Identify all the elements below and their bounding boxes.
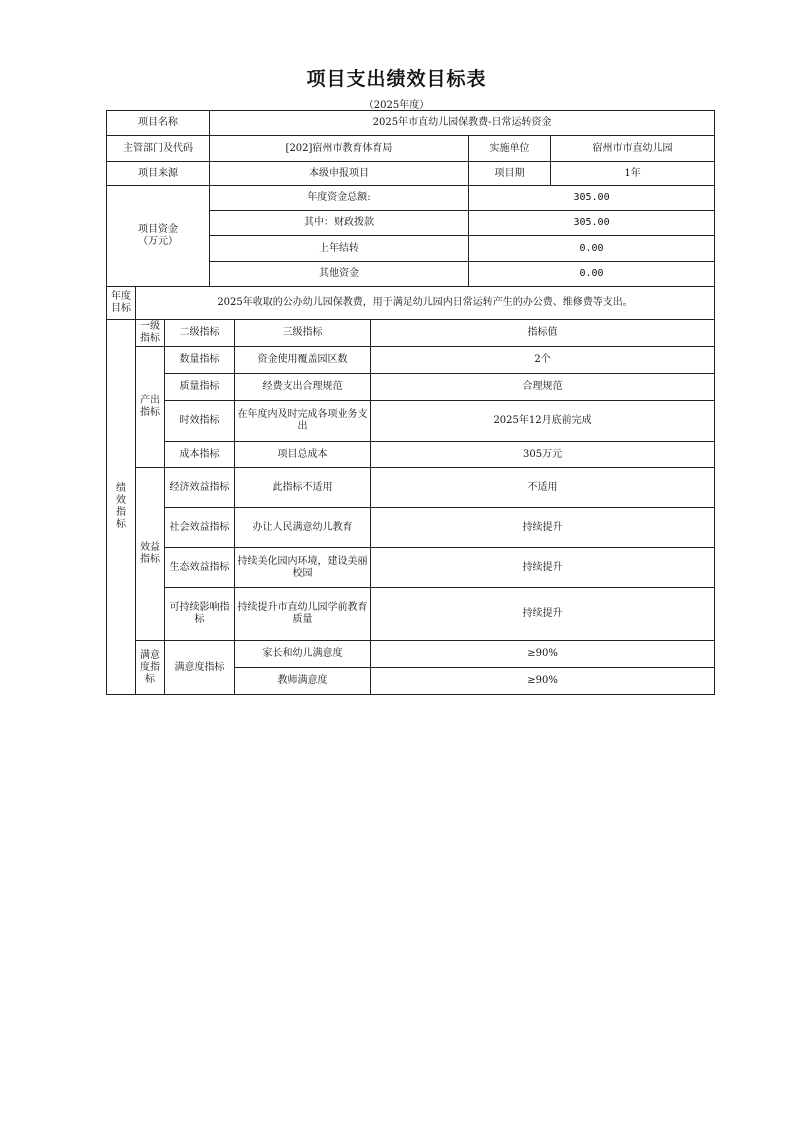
header-level3: 三级指标: [235, 320, 371, 347]
indicators-label-char: 标: [116, 519, 126, 530]
funds-total-label: 年度资金总额:: [210, 186, 469, 211]
indicators-label-char: 绩: [116, 483, 126, 494]
performance-target-table: [106, 110, 715, 695]
row-department: [107, 136, 715, 162]
table-row: [107, 374, 715, 401]
table-row: [107, 347, 715, 374]
table-row: [107, 468, 715, 508]
level3-cell: 持续美化园内环境，建设美丽校园: [235, 548, 371, 588]
unit-value: 宿州市市直幼儿园: [551, 136, 715, 162]
table-row: [107, 548, 715, 588]
row-indicator-header: [107, 320, 715, 347]
indicators-label-char: 指: [116, 507, 126, 518]
benefit-label-line1: 效益: [140, 542, 160, 553]
table-row: [107, 508, 715, 548]
period-label: 项目期: [469, 162, 551, 186]
value-cell: 2025年12月底前完成: [371, 401, 715, 442]
level3-cell: 经费支出合理规范: [235, 374, 371, 401]
value-cell: 不适用: [371, 468, 715, 508]
level2-cell: 满意度指标: [165, 641, 235, 695]
output-indicators-label: [136, 347, 165, 468]
source-value: 本级申报项目: [210, 162, 469, 186]
value-cell: 305万元: [371, 442, 715, 468]
level3-cell: 资金使用覆盖园区数: [235, 347, 371, 374]
table-row: [107, 401, 715, 442]
source-label: 项目来源: [107, 162, 210, 186]
row-source: [107, 162, 715, 186]
level3-cell: 家长和幼儿满意度: [235, 641, 371, 668]
unit-label: 实施单位: [469, 136, 551, 162]
level2-cell: 生态效益指标: [165, 548, 235, 588]
department-value: [202]宿州市教育体育局: [210, 136, 469, 162]
table-row: [107, 588, 715, 641]
level2-cell: 可持续影响指标: [165, 588, 235, 641]
value-cell: 2个: [371, 347, 715, 374]
funds-carryover-label: 上年结转: [210, 236, 469, 262]
funds-label-line2: （万元）: [138, 236, 178, 247]
value-cell: ≥90%: [371, 641, 715, 668]
table-row: [107, 442, 715, 468]
header-level1-line2: 指标: [140, 333, 160, 344]
funds-label: [107, 186, 210, 287]
satisfaction-label-line1: 满意: [140, 649, 160, 661]
level3-cell: 教师满意度: [235, 668, 371, 695]
project-name-value: 2025年市直幼儿园保教费-日常运转资金: [210, 111, 715, 136]
annual-goal-label-line2: 目标: [111, 303, 131, 314]
header-level1-line1: 一级: [140, 321, 160, 332]
satisfaction-indicators-label: [136, 641, 165, 695]
level3-cell: 此指标不适用: [235, 468, 371, 508]
header-level1: [136, 320, 165, 347]
level3-cell: 在年度内及时完成各项业务支出: [235, 401, 371, 442]
funds-other-value: 0.00: [469, 262, 715, 287]
value-cell: ≥90%: [371, 668, 715, 695]
header-value: 指标值: [371, 320, 715, 347]
project-name-label: 项目名称: [107, 111, 210, 136]
level2-cell: 时效指标: [165, 401, 235, 442]
level2-cell: 数量指标: [165, 347, 235, 374]
level2-cell: 质量指标: [165, 374, 235, 401]
row-annual-goal: [107, 287, 715, 320]
funds-carryover-value: 0.00: [469, 236, 715, 262]
satisfaction-label-line2: 度指: [140, 661, 160, 673]
period-value: 1年: [551, 162, 715, 186]
satisfaction-label-line3: 标: [145, 673, 155, 685]
row-project-name: [107, 111, 715, 136]
value-cell: 持续提升: [371, 508, 715, 548]
annual-goal-text: 2025年收取的公办幼儿园保教费，用于满足幼儿园内日常运转产生的办公费、维修费等支出。: [136, 287, 715, 320]
funds-total-value: 305.00: [469, 186, 715, 211]
indicators-label-char: 效: [116, 495, 126, 506]
value-cell: 持续提升: [371, 548, 715, 588]
funds-fiscal-value: 305.00: [469, 211, 715, 236]
indicators-label: [107, 320, 136, 695]
funds-other-label: 其他资金: [210, 262, 469, 287]
page-title: 项目支出绩效目标表: [306, 68, 487, 90]
level3-cell: 项目总成本: [235, 442, 371, 468]
level2-cell: 社会效益指标: [165, 508, 235, 548]
table-row: [107, 641, 715, 668]
year-label: （2025年度）: [363, 100, 430, 111]
funds-fiscal-label: 其中：财政拨款: [210, 211, 469, 236]
level2-cell: 经济效益指标: [165, 468, 235, 508]
funds-label-line1: 项目资金: [138, 224, 178, 235]
output-label-line1: 产出: [140, 395, 160, 406]
annual-goal-label: [107, 287, 136, 320]
value-cell: 合理规范: [371, 374, 715, 401]
benefit-label-line2: 指标: [140, 554, 160, 565]
level3-cell: 办让人民满意幼儿教育: [235, 508, 371, 548]
row-funds-total: [107, 186, 715, 211]
level2-cell: 成本指标: [165, 442, 235, 468]
header-level2: 二级指标: [165, 320, 235, 347]
value-cell: 持续提升: [371, 588, 715, 641]
department-label: 主管部门及代码: [107, 136, 210, 162]
level3-cell: 持续提升市直幼儿园学前教育质量: [235, 588, 371, 641]
benefit-indicators-label: [136, 468, 165, 641]
annual-goal-label-line1: 年度: [111, 291, 131, 302]
output-label-line2: 指标: [140, 407, 160, 418]
